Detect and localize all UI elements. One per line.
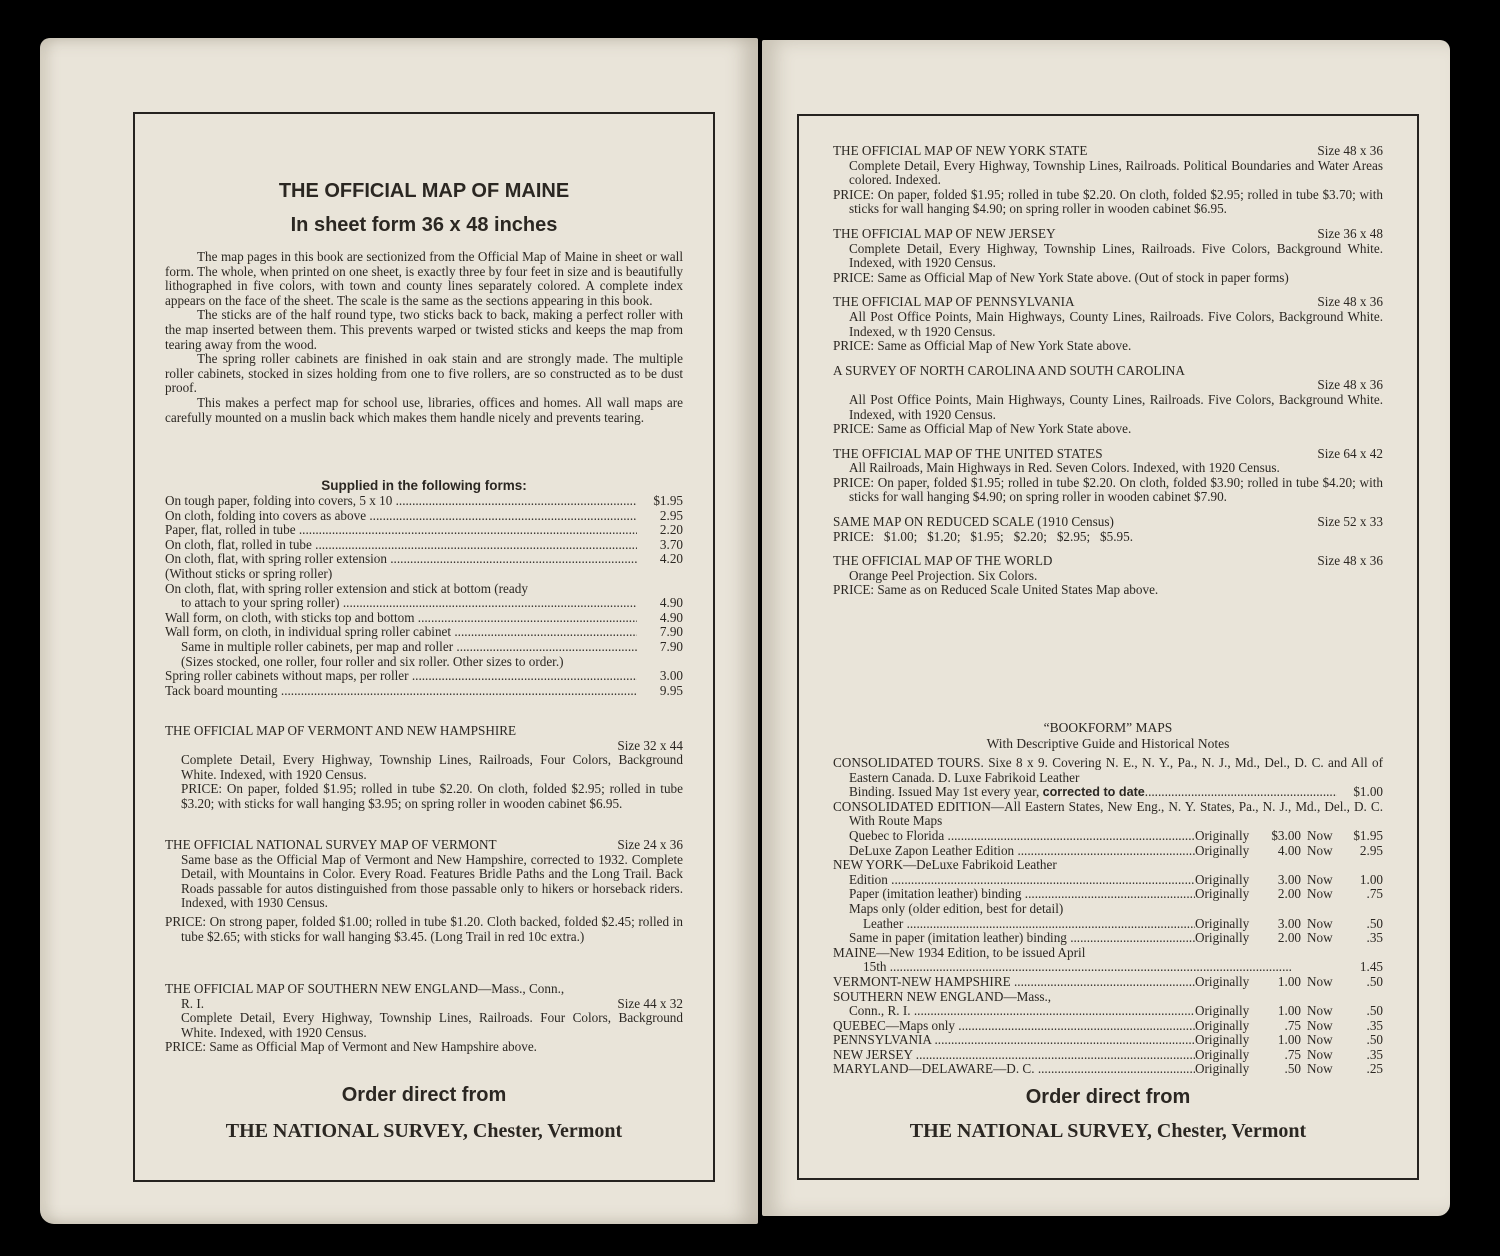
bookform-row: QUEBEC—Maps only ..... Originally .75 Now .35 (833, 1019, 1383, 1034)
forms-note: (Without sticks or spring roller) (165, 565, 333, 581)
section-title: THE OFFICIAL MAP OF SOUTHERN NEW ENGLAND—Mass., Conn., (165, 981, 565, 996)
right-page-border (797, 114, 1419, 1180)
bookform-maps (833, 720, 1383, 1077)
section-price: PRICE: On paper, folded $1.95; rolled in tube $2.20. On cloth, folded $2.95; rolled in tube $3.20; with sticks for wall hanging $3.95; on spring roller in wooden cabinet $6.95. (181, 781, 683, 811)
forms-note: (Sizes stocked, one roller, four roller and six roller. Other sizes to order.) (181, 653, 564, 669)
section-description: All Post Office Points, Main Highways, County Lines, Railroads. Five Colors, Background White. Indexed, w th 1920 Census. (849, 308, 1383, 339)
tours-description: CONSOLIDATED TOURS. Sixe 8 x 9. Covering N. E., N. Y., Pa., N. J., Md., Del., D. C. and All of Eastern Canada. D. Luxe Fabrikoid Leather (833, 755, 1383, 785)
consolidated-tours (833, 756, 1383, 800)
section-vermont-new-hampshire (165, 724, 683, 812)
price-row: Same in multiple roller cabinets, per map and roller ..... 7.90 (165, 640, 683, 655)
section-title: THE OFFICIAL MAP OF VERMONT AND NEW HAMPSHIRE (165, 723, 517, 738)
section-description: Complete Detail, Every Highway, Township Lines, Railroads. Four Colors, Background White. Indexed, with 1920 Census. (181, 1010, 683, 1040)
section-carolinas (833, 364, 1383, 437)
forms-heading: Supplied in the following forms: (321, 478, 527, 493)
tours-corrected: corrected to date (1042, 785, 1145, 800)
section-price: PRICE: $1.00; $1.20; $1.95; $2.20; $2.95; $5.95. (833, 528, 1134, 544)
section-description: All Railroads, Main Highways in Red. Seven Colors. Indexed, with 1920 Census. (849, 460, 1280, 476)
page-title: THE OFFICIAL MAP OF MAINE (278, 180, 570, 202)
section-new-york (833, 144, 1383, 217)
bookform-row: Leather ..... Originally 3.00 Now .50 (833, 917, 1383, 932)
consolidated-edition (833, 800, 1383, 829)
bookform-row: Edition ..... Originally 3.00 Now 1.00 (833, 873, 1383, 888)
price-row: Spring roller cabinets without maps, per roller ..... 3.00 (165, 669, 683, 684)
section-price: PRICE: Same as Official Map of Vermont and New Hampshire above. (165, 1039, 537, 1055)
section-title: THE OFFICIAL MAP OF THE WORLD (833, 553, 1053, 569)
section-price: PRICE: On paper, folded $1.95; rolled in tube $2.20. On cloth, folded $2.95; rolled in tube $3.70; with sticks for wall hanging $4.90; on spring roller in wooden cabinet $6.95. (833, 186, 1383, 217)
bookform-row: Maps only (older edition, best for detail) (849, 901, 1064, 916)
right-page (762, 40, 1450, 1216)
section-reduced-scale (833, 515, 1383, 544)
section-title: THE OFFICIAL MAP OF NEW YORK STATE (833, 143, 1088, 158)
publisher-address: THE NATIONAL SURVEY, Chester, Vermont (909, 1120, 1307, 1142)
bookform-row: NEW JERSEY ..... Originally .75 Now .35 (833, 1048, 1383, 1063)
section-size: Size 36 x 48 (1317, 225, 1383, 241)
left-page-border (133, 112, 715, 1182)
section-size: Size 48 x 36 (1317, 143, 1383, 158)
section-description: Orange Peel Projection. Six Colors. (849, 567, 1038, 583)
bookform-row: 15th ..... 1.45 (833, 960, 1383, 975)
price-row: On cloth, flat, with spring roller extension ..... 4.20 (165, 552, 683, 567)
bookform-row: PENNSYLVANIA ..... Originally 1.00 Now .50 (833, 1033, 1383, 1048)
section-price: PRICE: Same as on Reduced Scale United States Map above. (833, 582, 1159, 598)
section-size: Size 48 x 36 (1317, 294, 1383, 310)
bookform-title: “BOOKFORM” MAPS (1043, 720, 1173, 735)
tours-price: $1.00 (1353, 784, 1383, 800)
section-title: SAME MAP ON REDUCED SCALE (1910 Census) (833, 514, 1114, 530)
edition-description: CONSOLIDATED EDITION—All Eastern States, New Eng., N. Y. States, Pa., N. J., Md., Del., D. C. With Route Maps (833, 798, 1383, 829)
section-title: A SURVEY OF NORTH CAROLINA AND SOUTH CAROLINA (833, 362, 1185, 378)
forms-note: On cloth, flat, with spring roller extension and stick at bottom (ready (165, 580, 528, 596)
section-world (833, 554, 1383, 598)
bookform-row: NEW YORK—DeLuxe Fabrikoid Leather (833, 858, 1057, 873)
section-title: THE OFFICIAL MAP OF THE UNITED STATES (833, 445, 1103, 461)
bookform-row: Same in paper (imitation leather) binding ..... Originally 2.00 Now .35 (833, 931, 1383, 946)
section-title-cont: R. I. (181, 995, 205, 1011)
map-catalog (833, 144, 1383, 598)
intro-text (165, 250, 683, 425)
bookform-row: Conn., R. I. ..... Originally 1.00 Now .50 (833, 1004, 1383, 1019)
bookform-row: VERMONT-NEW HAMPSHIRE ..... Originally 1.00 Now .50 (833, 975, 1383, 990)
intro-paragraph: This makes a perfect map for school use, libraries, offices and homes. All wall maps are carefully mounted on a muslin back which makes them handle nicely and prevents tearing. (165, 394, 683, 425)
section-description: Complete Detail, Every Highway, Township Lines, Railroads. Political Boundaries and Water Areas colored. Indexed. (849, 157, 1383, 188)
bookform-subtitle: With Descriptive Guide and Historical Notes (986, 736, 1230, 751)
section-size: Size 24 x 36 (617, 837, 683, 852)
section-price: PRICE: On strong paper, folded $1.00; rolled in tube $1.20. Cloth backed, folded $2.45; rolled in tube $2.65; with sticks for wall hanging $3.45. (Long Trail in red 10c extra.) (165, 913, 683, 944)
section-description: Complete Detail, Every Highway, Township Lines, Railroads, Four Colors, Background White. Indexed, with 1920 Census. (181, 752, 683, 782)
price-row: On tough paper, folding into covers, 5 x 10 ..... $1.95 (165, 494, 683, 509)
section-description: All Post Office Points, Main Highways, County Lines, Railroads. Five Colors, Background White. Indexed, with 1920 Census. (849, 391, 1383, 422)
price-row: Wall form, on cloth, with sticks top and bottom ..... 4.90 (165, 611, 683, 626)
left-page (40, 38, 758, 1224)
section-price: PRICE: On paper, folded $1.95; rolled in tube $2.20. On cloth, folded $3.90; rolled in tube $4.20; with sticks for wall hanging $4.90; on spring roller in wooden cabinet $7.90. (833, 474, 1383, 505)
section-new-jersey (833, 227, 1383, 285)
price-row: On cloth, folding into covers as above ..... 2.95 (165, 509, 683, 524)
bookform-row: Quebec to Florida ..... Originally $3.00 Now $1.95 (833, 829, 1383, 844)
page-subtitle: In sheet form 36 x 48 inches (290, 214, 558, 236)
bookform-row: DeLuxe Zapon Leather Edition ..... Originally 4.00 Now 2.95 (833, 844, 1383, 859)
section-price: PRICE: Same as Official Map of New York State above. (833, 338, 1132, 354)
order-direct-heading: Order direct from (341, 1084, 507, 1106)
section-size: Size 64 x 42 (1317, 445, 1383, 461)
section-united-states (833, 447, 1383, 505)
forms-list (165, 478, 683, 698)
section-price: PRICE: Same as Official Map of New York State above. (Out of stock in paper forms) (833, 269, 1289, 285)
section-title: THE OFFICIAL MAP OF NEW JERSEY (833, 225, 1056, 241)
section-description: Complete Detail, Every Highway, Township Lines, Railroads. Five Colors, Background White. Indexed, with 1920 Census. (849, 240, 1383, 271)
section-title: THE OFFICIAL NATIONAL SURVEY MAP OF VERMONT (165, 837, 497, 852)
price-row: On cloth, flat, rolled in tube ..... 3.70 (165, 538, 683, 553)
publisher-address: THE NATIONAL SURVEY, Chester, Vermont (225, 1120, 623, 1142)
section-size: Size 32 x 44 (617, 737, 683, 753)
section-pennsylvania (833, 295, 1383, 353)
maine-edition: MAINE—New 1934 Edition, to be issued April (833, 944, 1086, 960)
section-vermont (165, 838, 683, 944)
order-direct-heading: Order direct from (1025, 1086, 1191, 1108)
intro-paragraph: The spring roller cabinets are finished in oak stain and are strongly made. The multiple roller cabinets, stocked in sizes holding from one to five rollers, are so constructed as to be dust proof. (165, 351, 683, 396)
tours-description-end: Binding. Issued May 1st every year, (849, 785, 1040, 800)
price-row: Wall form, on cloth, in individual spring roller cabinet ..... 7.90 (165, 625, 683, 640)
intro-paragraph: The map pages in this book are sectionized from the Official Map of Maine in sheet or wall form. The whole, when printed on one sheet, is exactly three by four feet in size and is beautifully lithographed in five colors, with town and county lines separately colored. A complete index appears on the face of the sheet. The scale is the same as the sections appearing in this book. (165, 249, 683, 308)
section-price: PRICE: Same as Official Map of New York State above. (833, 421, 1132, 437)
intro-paragraph: The sticks are of the half round type, two sticks back to back, making a perfect roller with the map inserted between them. This prevents warped or twisted sticks and keeps the map from tearing away from the wood. (165, 307, 683, 352)
section-size: Size 48 x 36 (1317, 553, 1383, 569)
price-row: to attach to your spring roller) ..... 4.90 (165, 596, 683, 611)
bookform-row: Paper (imitation leather) binding ..... Originally 2.00 Now .75 (833, 887, 1383, 902)
section-southern-new-england (165, 982, 683, 1055)
bookform-row: MARYLAND—DELAWARE—D. C. ..... Originally .50 Now .25 (833, 1062, 1383, 1077)
section-size: Size 44 x 32 (617, 995, 683, 1011)
section-size: Size 48 x 36 (1317, 377, 1383, 393)
section-size: Size 52 x 33 (1317, 514, 1383, 530)
price-row: Paper, flat, rolled in tube ..... 2.20 (165, 523, 683, 538)
section-title: THE OFFICIAL MAP OF PENNSYLVANIA (833, 294, 1075, 310)
bookform-row: SOUTHERN NEW ENGLAND—Mass., (833, 989, 1052, 1004)
price-row: Tack board mounting ..... 9.95 (165, 684, 683, 699)
section-description: Same base as the Official Map of Vermont and New Hampshire, corrected to 1932. Complete Detail, with Mountains in Color. Every Road. Features Bridle Paths and the Long Trail. Back Roads passable for autos distinguished from those passable only to hikers or horseback riders. Indexed, with 1930 Census. (181, 851, 683, 911)
